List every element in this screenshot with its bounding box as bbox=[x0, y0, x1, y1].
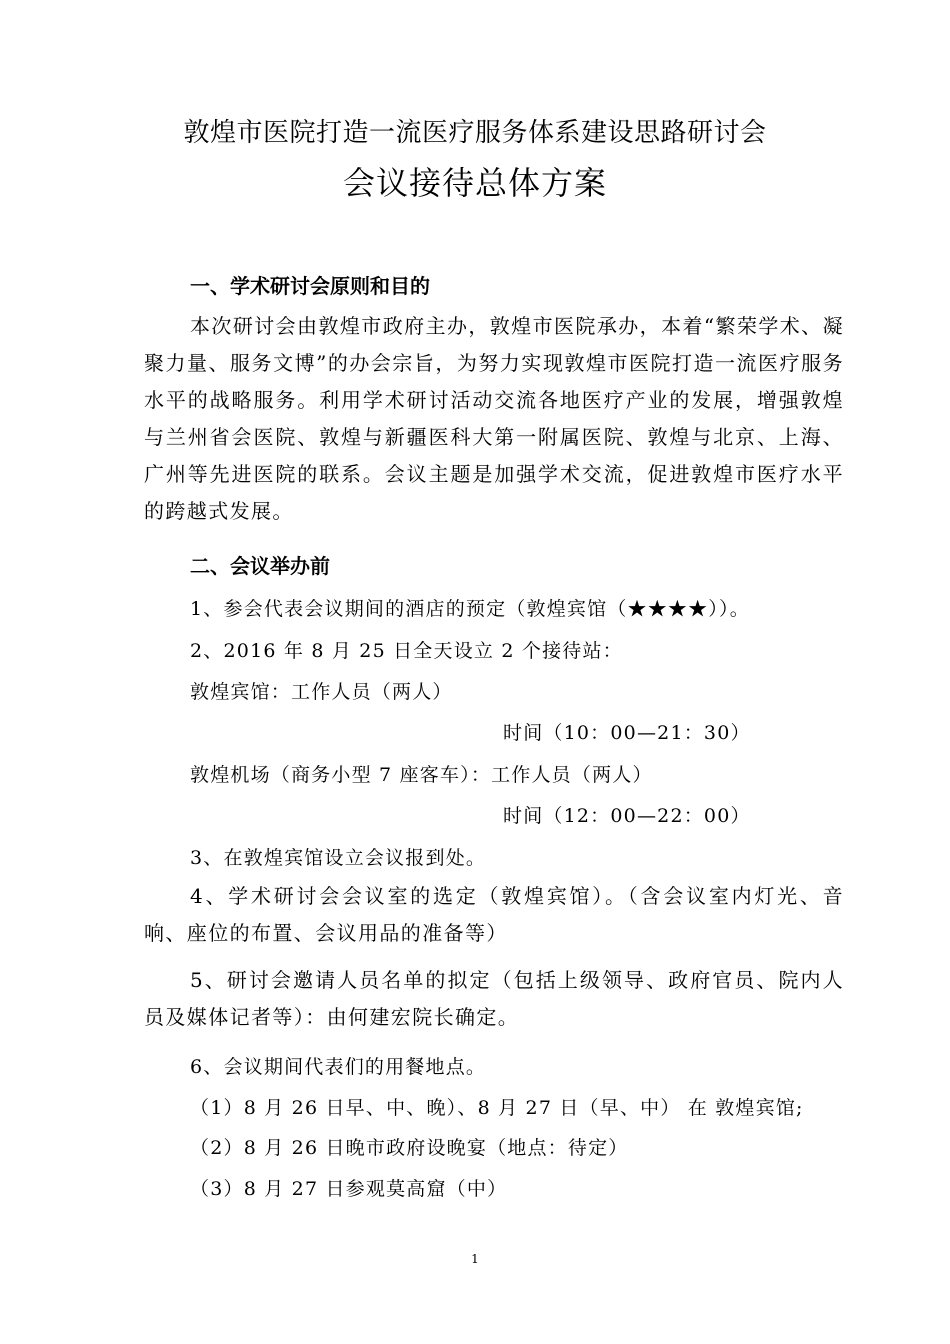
station-airport-time: 时间（12：00—22：00） bbox=[503, 805, 751, 827]
station-airport: 敦煌机场（商务小型 7 座客车）：工作人员（两人） bbox=[190, 764, 653, 786]
meal-schedule-1: （1）8 月 26 日早、中、晚）、8 月 27 日（早、中） 在 敦煌宾馆; bbox=[190, 1097, 804, 1119]
document-title: 敦煌市医院打造一流医疗服务体系建设思路研讨会 bbox=[183, 118, 767, 148]
section2-heading: 二、会议举办前 bbox=[190, 554, 330, 578]
station-hotel-time: 时间（10：00—21：30） bbox=[503, 722, 751, 744]
item-dining: 6、会议期间代表们的用餐地点。 bbox=[190, 1056, 487, 1078]
item-meeting-room: 4、学术研讨会会议室的选定（敦煌宾馆）。（含会议室内灯光、音响、座位的布置、会议用品的准备等） bbox=[144, 884, 844, 945]
item-invite-list: 5、研讨会邀请人员名单的拟定（包括上级领导、政府官员、院内人员及媒体记者等）：由何建宏院长确定。 bbox=[144, 968, 844, 1029]
page-number: 1 bbox=[471, 1252, 479, 1266]
item-registration-desk: 3、在敦煌宾馆设立会议报到处。 bbox=[190, 847, 487, 869]
meal-schedule-3: （3）8 月 27 日参观莫高窟（中） bbox=[190, 1178, 508, 1200]
station-hotel: 敦煌宾馆：工作人员（两人） bbox=[190, 681, 453, 703]
document-subtitle: 会议接待总体方案 bbox=[342, 164, 607, 202]
item-reception-stations: 2、2016 年 8 月 25 日全天设立 2 个接待站： bbox=[190, 640, 623, 662]
section1-heading: 一、学术研讨会原则和目的 bbox=[190, 274, 430, 298]
item-hotel-booking: 1、参会代表会议期间的酒店的预定（敦煌宾馆（★★★★））。 bbox=[190, 598, 750, 620]
meal-schedule-2: （2）8 月 26 日晚市政府设晚宴（地点：待定） bbox=[190, 1137, 629, 1159]
section1-paragraph: 本次研讨会由敦煌市政府主办，敦煌市医院承办，本着“繁荣学术、凝聚力量、服务文博”的办会宗旨，为努力实现敦煌市医院打造一流医疗服务水平的战略服务。利用学术研讨活动交流各地医疗产业的发展，增强敦煌与兰州省会医院、敦煌与新疆医科大第一附属医院、敦煌与北京、上海、广州等先进医院的联系。会议主题是加强学术交流，促进敦煌市医疗水平的跨越式发展。 bbox=[144, 314, 844, 523]
